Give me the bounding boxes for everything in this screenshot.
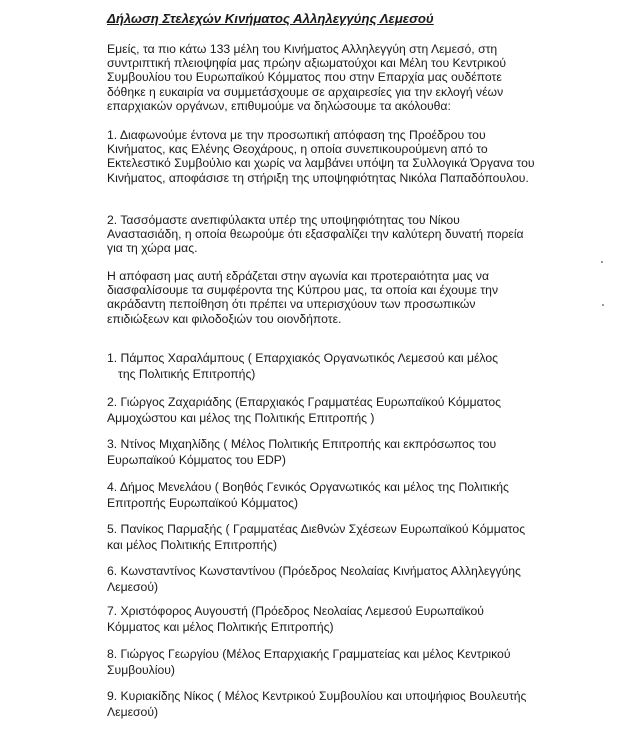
signatory-item-9 — [107, 689, 539, 720]
point-2-paragraph: 2. Τασσόμαστε ανεπιφύλακτα υπέρ της υποψηφιότητας του Νίκου Αναστασιάδη, η οποία θεωρούμε ότι εξασφαλίζει την καλύτερη δυνατή πορεία για τη χώρα μας. — [107, 213, 524, 256]
signatory-line: 5. Πανίκος Παρμαξής ( Γραμματέας Διεθνών Σχέσεων Ευρωπαϊκού Κόμματος — [107, 522, 526, 536]
scan-speck — [601, 261, 603, 263]
intro-paragraph: Εμείς, τα πιο κάτω 133 μέλη του Κινήματος Αλληλεγγύη στη Λεμεσό, στη συντριπτική πλειοψηφία μας πρώην αξιωματούχοι και Μέλη του Κεντρικού Συμβουλίου του Ευρωπαϊκού Κόμματος που στην Επαρχία μας ουδέποτε δόθηκε η ευκαιρία να συμμετάσχουμε σε αρχαιρεσίες για την εκλογή νέων επαρχιακών οργάνων, επιθυμούμε να δηλώσουμε τα ακόλουθα: — [107, 42, 507, 113]
point-1-paragraph: 1. Διαφωνούμε έντονα με την προσωπική απόφαση της Προέδρου του Κινήματος, κας Ελένης Θεοχάρους, η οποία συνεπικουρούμενη από το Εκτελεστικό Συμβούλιο και χωρίς να λαμβάνει υπόψη τα Συλλογικά Όργανα του Κινήματος, αποφάσισε τη στήριξη της υποψηφιότητας Νικόλα Παπαδόπουλου. — [107, 128, 535, 185]
signatory-line-continued: Λεμεσού) — [107, 579, 159, 594]
signatory-item-8 — [107, 647, 539, 678]
conclusion-paragraph: Η απόφαση μας αυτή εδράζεται στην αγωνία και προτεραιότητα μας να διασφαλίσουμε τα συμφέροντα της Κύπρου μας, τα οποία και έχουμε την ακράδαντη πεποίθηση ότι πρέπει να υπερισχύουν των προσωπικών επιδιώξεων και φιλοδοξιών του οιονδήποτε. — [107, 269, 499, 326]
signatory-item-2 — [107, 395, 539, 426]
signatory-line-continued: και μέλος Πολιτικής Επιτροπής) — [107, 537, 278, 552]
signatory-line: 8. Γιώργος Γεωργίου (Μέλος Επαρχιακής Γραμματείας και μέλος Κεντρικού — [107, 647, 511, 661]
document-title: Δήλωση Στελεχών Κινήματος Αλληλεγγύης Λεμεσού — [107, 11, 434, 26]
signatory-line: 6. Κωνσταντίνος Κωνσταντίνου (Πρόεδρος Νεολαίας Κινήματος Αλληλεγγύης — [107, 564, 521, 578]
signatory-line-continued: της Πολιτικής Επιτροπής) — [118, 366, 256, 381]
signatory-item-6 — [107, 564, 539, 595]
signatory-item-1 — [107, 351, 539, 382]
signatory-line: 7. Χριστόφορος Αυγουστή (Πρόεδρος Νεολαίας Λεμεσού Ευρωπαϊκού — [107, 604, 484, 618]
signatory-item-5 — [107, 522, 539, 553]
signatory-line-continued: Επιτροπής Ευρωπαϊκού Κόμματος) — [107, 495, 299, 510]
signatory-line: 9. Κυριακίδης Νίκος ( Μέλος Κεντρικού Συμβουλίου και υποψήφιος Βουλευτής — [107, 689, 527, 703]
signatory-item-3 — [107, 437, 539, 468]
scan-speck — [602, 304, 604, 306]
signatory-line: 2. Γιώργος Ζαχαριάδης (Επαρχιακός Γραμματέας Ευρωπαϊκού Κόμματος — [107, 395, 501, 409]
signatory-line-continued: Συμβουλίου) — [107, 662, 175, 677]
signatory-line: 4. Δήμος Μενελάου ( Βοηθός Γενικός Οργανωτικός και μέλος της Πολιτικής — [107, 480, 509, 494]
signatory-line-continued: Κόμματος και μέλος Πολιτικής Επιτροπής) — [107, 619, 334, 634]
signatory-item-7 — [107, 604, 539, 635]
signatory-line-continued: Λεμεσού) — [107, 704, 159, 719]
signatory-line-continued: Αμμοχώστου και μέλος της Πολιτικής Επιτροπής ) — [107, 410, 375, 425]
signatory-line-continued: Ευρωπαϊκού Κόμματος του EDP) — [107, 452, 286, 467]
signatory-line: 3. Ντίνος Μιχαηλίδης ( Μέλος Πολιτικής Επιτροπής και εκπρόσωπος του — [107, 437, 497, 451]
signatory-item-4 — [107, 480, 539, 511]
signatory-line: 1. Πάμπος Χαραλάμπους ( Επαρχιακός Οργανωτικός Λεμεσού και μέλος — [107, 351, 498, 365]
